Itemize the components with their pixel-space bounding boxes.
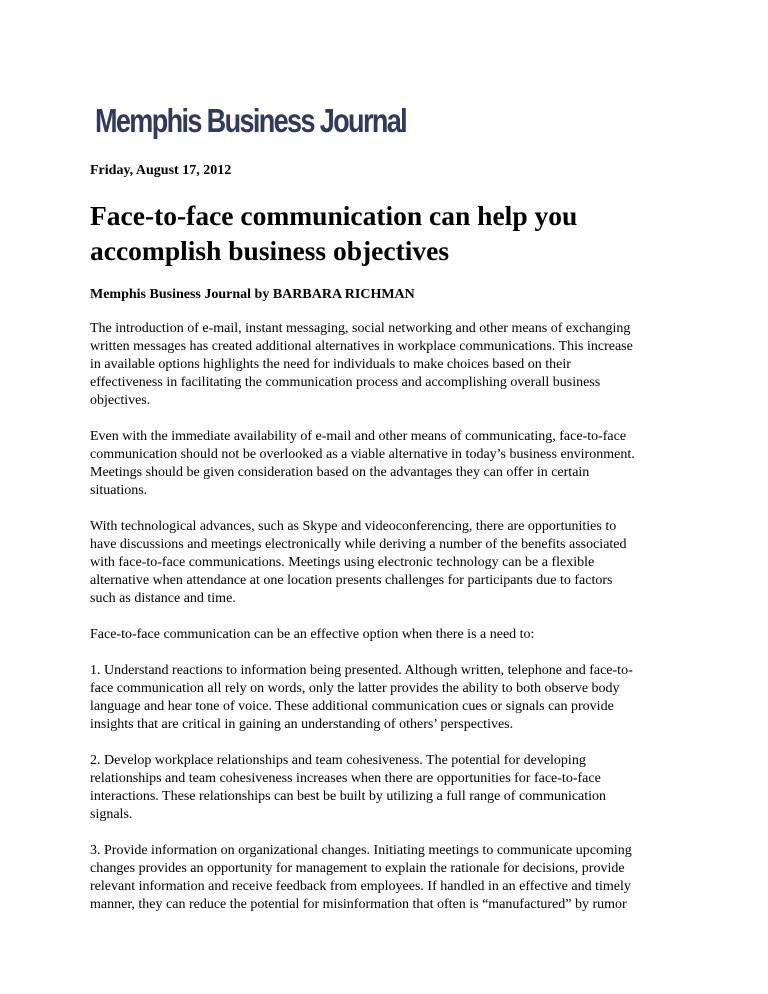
article-byline: Memphis Business Journal by BARBARA RICHMAN xyxy=(90,287,415,302)
text-line: changes provides an opportunity for management to explain the rationale for decisions, provide xyxy=(90,861,625,876)
article-body xyxy=(90,320,690,932)
text-line: in available options highlights the need for individuals to make choices based on their xyxy=(90,357,571,372)
text-line: The introduction of e-mail, instant messaging, social networking and other means of exchanging xyxy=(90,321,631,336)
text-line: communication should not be overlooked as a viable alternative in today’s business environment. xyxy=(90,447,635,462)
text-line: effectiveness in facilitating the communication process and accomplishing overall business xyxy=(90,375,601,390)
text-line: face communication all rely on words, only the latter provides the ability to both observe body xyxy=(90,681,620,696)
paragraph xyxy=(90,626,690,644)
headline-line: Face-to-face communication can help you xyxy=(90,200,578,231)
text-line: written messages has created additional alternatives in workplace communications. This increase xyxy=(90,339,633,354)
paragraph xyxy=(90,752,690,824)
text-line: manner, they can reduce the potential for misinformation that often is “manufactured” by rumor xyxy=(90,897,627,912)
text-line: situations. xyxy=(90,483,148,498)
text-line: objectives. xyxy=(90,393,151,408)
paragraph xyxy=(90,662,690,734)
text-line: 2. Develop workplace relationships and team cohesiveness. The potential for developing xyxy=(90,753,586,768)
paragraph xyxy=(90,842,690,914)
text-line: 1. Understand reactions to information being presented. Although written, telephone and face-to- xyxy=(90,663,633,678)
text-line: Face-to-face communication can be an effective option when there is a need to: xyxy=(90,627,535,642)
text-line: signals. xyxy=(90,807,133,822)
text-line: alternative when attendance at one location presents challenges for participants due to factors xyxy=(90,573,613,588)
masthead-logo: Memphis Business Journal xyxy=(95,102,407,139)
text-line: language and hear tone of voice. These additional communication cues or signals can provide xyxy=(90,699,614,714)
text-line: insights that are critical in gaining an understanding of others’ perspectives. xyxy=(90,717,514,732)
text-line: interactions. These relationships can best be built by utilizing a full range of communication xyxy=(90,789,607,804)
headline-line: accomplish business objectives xyxy=(90,235,450,266)
text-line: such as distance and time. xyxy=(90,591,236,606)
paragraph xyxy=(90,320,690,410)
paragraph xyxy=(90,428,690,500)
text-line: Meetings should be given consideration based on the advantages they can offer in certain xyxy=(90,465,590,480)
text-line: 3. Provide information on organizational changes. Initiating meetings to communicate upcoming xyxy=(90,843,632,858)
text-line: relationships and team cohesiveness increases when there are opportunities for face-to-face xyxy=(90,771,601,786)
text-line: with face-to-face communications. Meetings using electronic technology can be a flexible xyxy=(90,555,595,570)
text-line: With technological advances, such as Skype and videoconferencing, there are opportunities to xyxy=(90,519,617,534)
text-line: Even with the immediate availability of e-mail and other means of communicating, face-to-face xyxy=(90,429,627,444)
article-headline xyxy=(90,198,680,268)
text-line: have discussions and meetings electronically while deriving a number of the benefits associated xyxy=(90,537,627,552)
text-line: relevant information and receive feedback from employees. If handled in an effective and timely xyxy=(90,879,631,894)
publication-date: Friday, August 17, 2012 xyxy=(90,163,232,178)
paragraph xyxy=(90,518,690,608)
